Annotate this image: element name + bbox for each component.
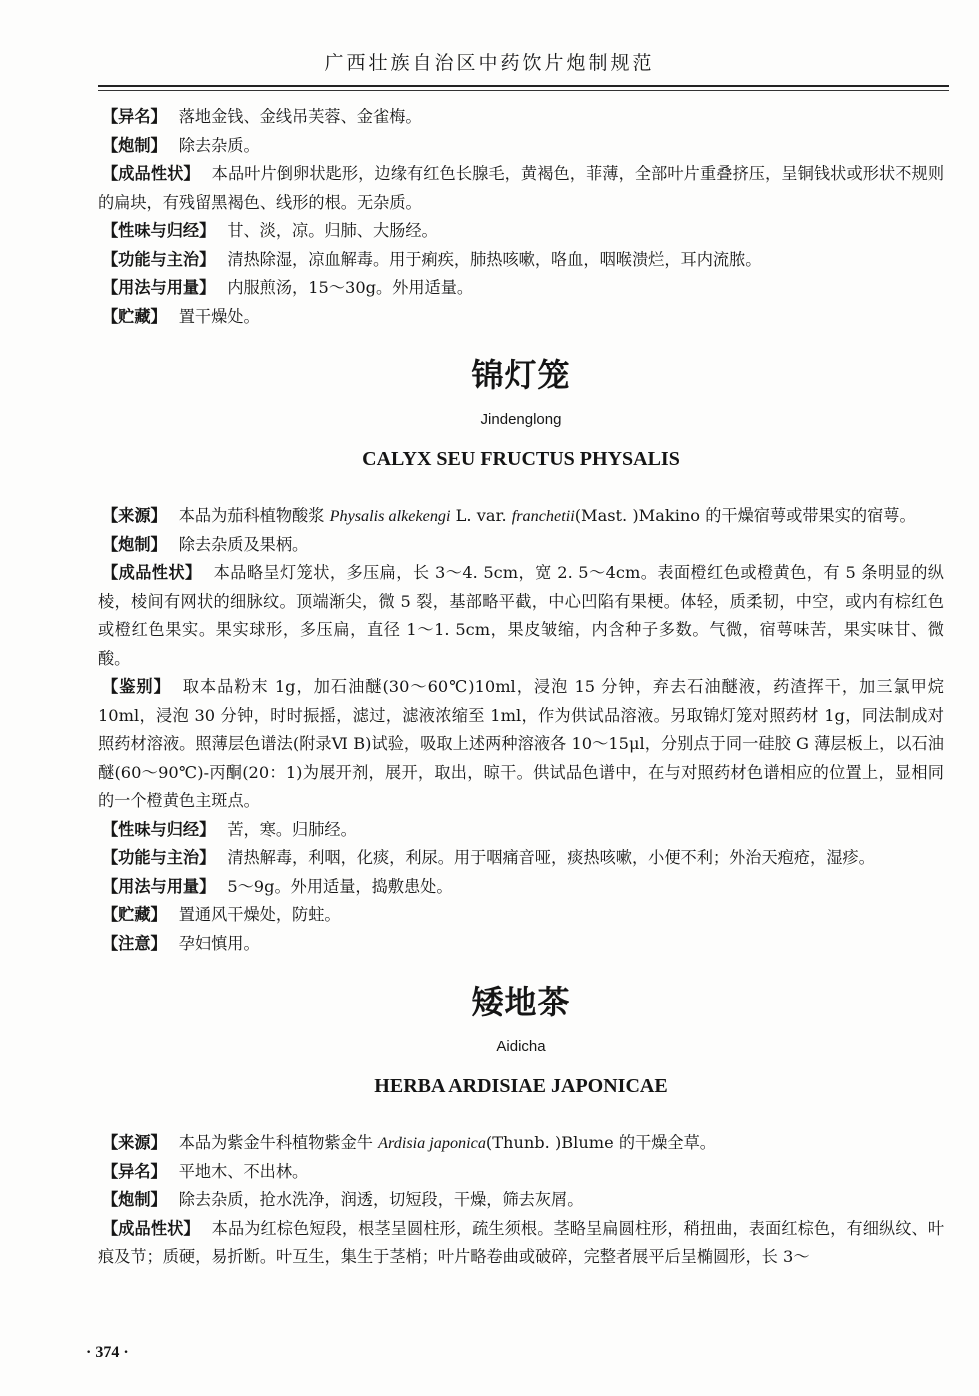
entry-usage-dosage: 【用法与用量】 内服煎汤，15～30g。外用适量。: [102, 278, 474, 297]
header-rule-thin: [98, 90, 949, 91]
herb-continuation: [98, 103, 944, 331]
entry-description: 【成品性状】 本品叶片倒卵状匙形，边缘有红色长腺毛，黄褐色，菲薄，全部叶片重叠挤压，呈铜钱状或形状不规则的扁块，有残留黑褐色、线形的根。无杂质。: [98, 164, 945, 212]
entry-description: 【成品性状】 本品略呈灯笼状，多压扁，长 3～4. 5cm，宽 2. 5～4cm。表面橙红色或橙黄色，有 5 条明显的纵棱，棱间有网状的细脉纹。顶端渐尖，微 5 裂，基部略平截，中心凹陷有果梗。体轻，质柔韧，中空，或内有棕红色或橙红色果实。果实球形，多压扁，直径 1～1. 5cm，果皮皱缩，内含种子多数。气微，宿萼味苦，果实味甘、微酸。: [98, 563, 944, 668]
entry-identification: 【鉴别】 取本品粉末 1g，加石油醚(30～60℃)10ml，浸泡 15 分钟，弃去石油醚液，药渣挥干，加三氯甲烷 10ml，浸泡 30 分钟，时时振摇，滤过，滤液浓缩至 1ml，作为供试品溶液。另取锦灯笼对照药材 1g，同法制成对照药材溶液。照薄层色谱法(附录Ⅵ B)试验，吸取上述两种溶液各 10～15μl，分别点于同一硅胶 G 薄层板上，以石油醚(60～90℃)-丙酮(20：1)为展开剂，展开，取出，晾干。供试品色谱中，在与对照药材色谱相应的位置上，显相同的一个橙黄色主斑点。: [98, 677, 944, 810]
entry-processing: 【炮制】 除去杂质及果柄。: [102, 534, 309, 554]
running-head: 广西壮族自治区中药饮片炮制规范: [324, 52, 655, 74]
entry-processing: 【炮制】 除去杂质，抢水洗净，润透，切短段，干燥，筛去灰屑。: [102, 1190, 584, 1209]
herb-monograph-jindenglong: [98, 353, 944, 958]
entry-nature-meridian: 【性味与归经】 甘、淡，凉。归肺、大肠经。: [102, 221, 438, 240]
entry-alias: 【异名】 落地金钱、金线吊芙蓉、金雀梅。: [102, 107, 422, 126]
herb-title-chinese: 锦灯笼: [471, 356, 571, 394]
entry-storage: 【贮藏】 置干燥处。: [102, 306, 260, 326]
entry-source: 【来源】 本品为紫金牛科植物紫金牛 Ardisia japonica(Thunb. )Blume 的干燥全草。: [102, 1133, 716, 1152]
herb-title-pinyin: Aidicha: [496, 1038, 546, 1055]
page-number: · 374 ·: [86, 1344, 129, 1361]
entry-source: 【来源】 本品为茄科植物酸浆 Physalis alkekengi L. var. franchetii(Mast. )Makino 的干燥宿萼或带果实的宿萼。: [102, 506, 916, 525]
entry-alias: 【异名】 平地木、不出林。: [102, 1161, 309, 1181]
header-rule: [98, 85, 949, 87]
entry-caution: 【注意】 孕妇慎用。: [102, 933, 260, 953]
entry-nature-meridian: 【性味与归经】 苦，寒。归肺经。: [102, 819, 357, 839]
entry-function-indication: 【功能与主治】 清热除湿，凉血解毒。用于痢疾，肺热咳嗽，咯血，咽喉溃烂，耳内流脓。: [102, 249, 762, 269]
entry-processing: 【炮制】 除去杂质。: [102, 135, 260, 155]
entry-storage: 【贮藏】 置通风干燥处，防蛀。: [102, 905, 341, 924]
herb-title-chinese: 矮地茶: [471, 983, 571, 1021]
herb-title-pinyin: Jindenglong: [480, 411, 562, 428]
entry-usage-dosage: 【用法与用量】 5～9g。外用适量，捣敷患处。: [102, 876, 453, 896]
herb-title-latin: CALYX SEU FRUCTUS PHYSALIS: [362, 448, 680, 470]
page-content: [98, 103, 944, 1272]
herb-title-latin: HERBA ARDISIAE JAPONICAE: [374, 1075, 668, 1097]
herb-monograph-aidicha: [98, 980, 944, 1272]
entry-function-indication: 【功能与主治】 清热解毒，利咽，化痰，利尿。用于咽痛音哑，痰热咳嗽，小便不利；外治天疱疮，湿疹。: [102, 848, 875, 867]
entry-description: 【成品性状】 本品为红棕色短段，根茎呈圆柱形，疏生须根。茎略呈扁圆柱形，稍扭曲，表面红棕色，有细纵纹、叶痕及节；质硬，易折断。叶互生，集生于茎梢；叶片略卷曲或破碎，完整者展平后呈椭圆形，长 3～: [98, 1218, 945, 1266]
